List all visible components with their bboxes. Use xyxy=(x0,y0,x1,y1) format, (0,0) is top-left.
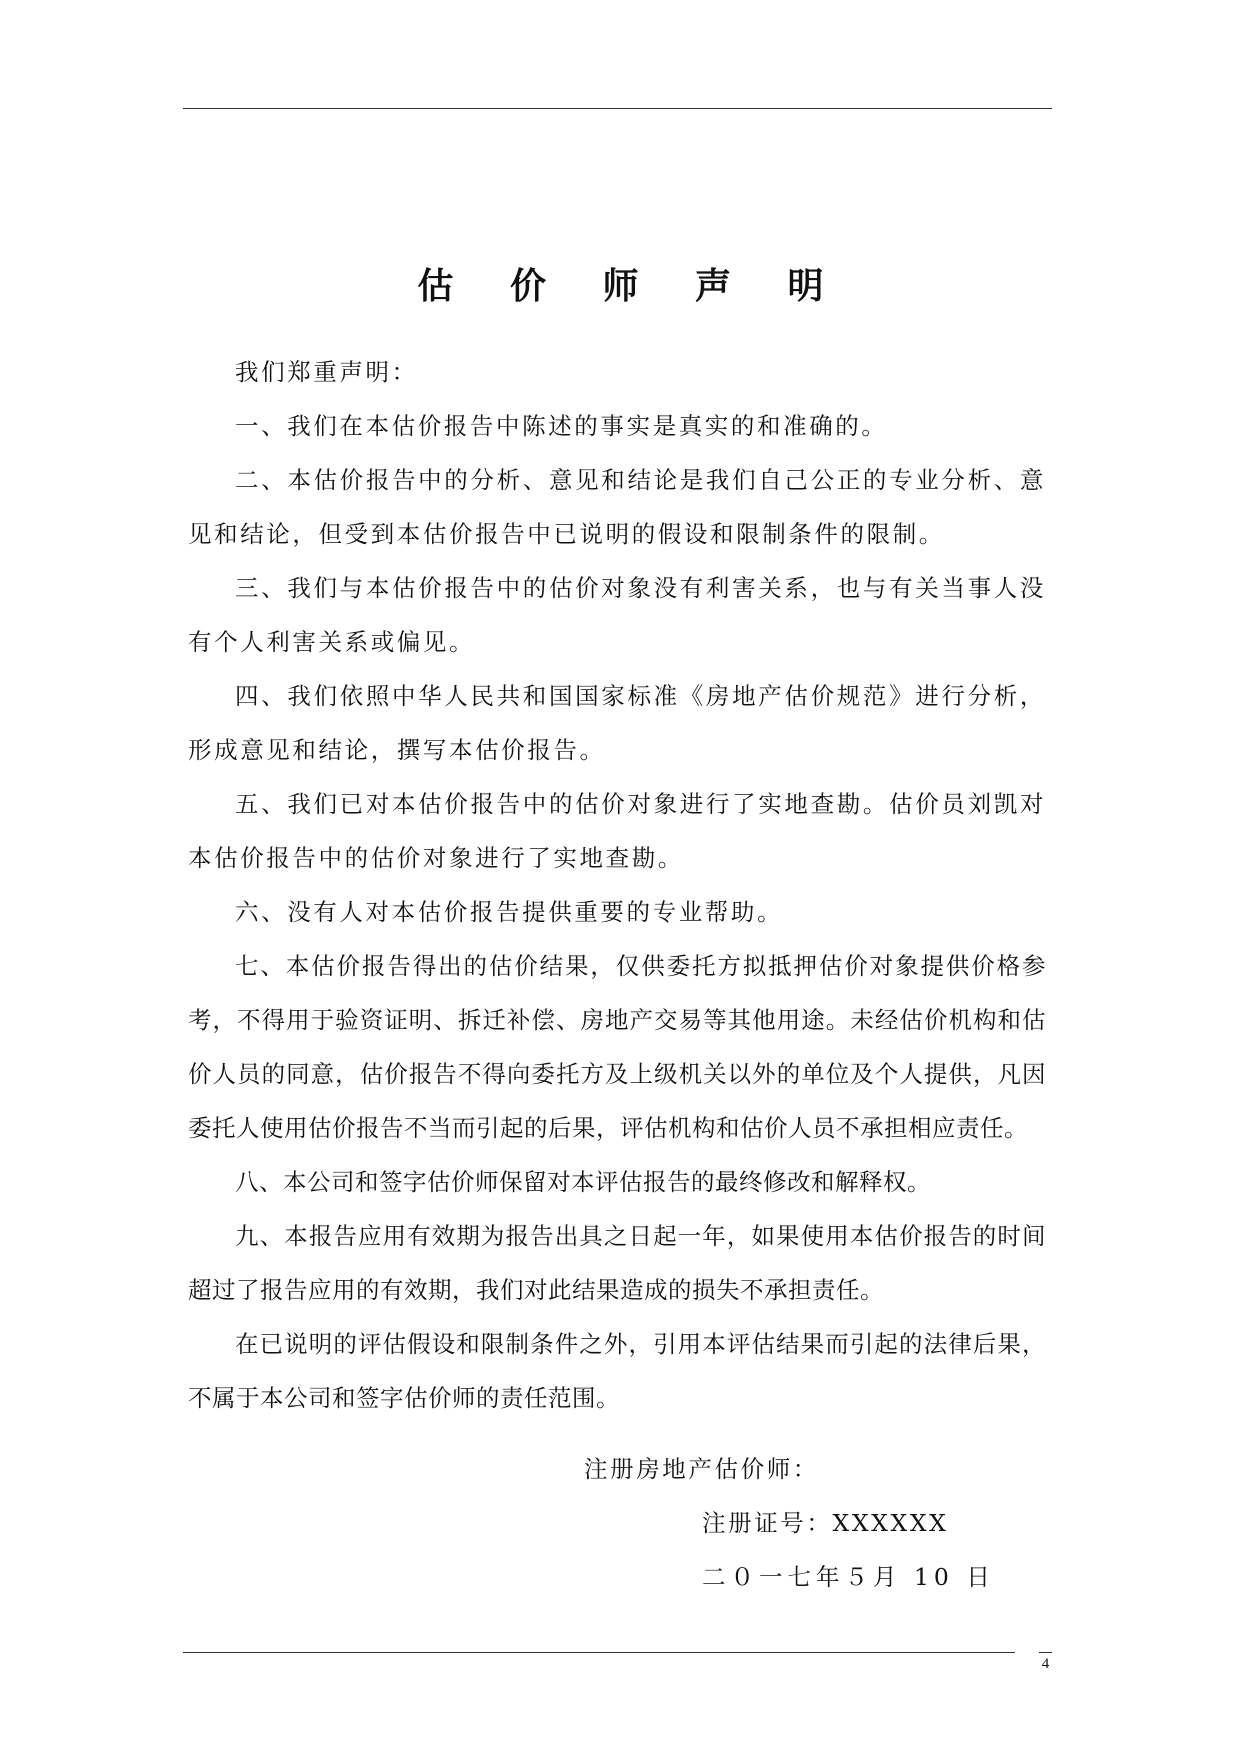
footer-rule xyxy=(183,1652,1015,1653)
declaration-item-4: 四、我们依照中华人民共和国国家标准《房地产估价规范》进行分析，形成意见和结论，撰写本估价报告。 xyxy=(188,682,1046,764)
declaration-item-3: 三、我们与本估价报告中的估价对象没有利害关系，也与有关当事人没有个人利害关系或偏见。 xyxy=(188,574,1046,656)
page-number-rule xyxy=(1039,1652,1052,1653)
declaration-item-8: 八、本公司和签字估价师保留对本评估报告的最终修改和解释权。 xyxy=(235,1168,931,1196)
declaration-intro: 我们郑重声明： xyxy=(235,358,418,386)
page-number: 4 xyxy=(1041,1656,1050,1672)
declaration-item-2: 二、本估价报告中的分析、意见和结论是我们自己公正的专业分析、意见和结论，但受到本估价报告中已说明的假设和限制条件的限制。 xyxy=(188,466,1046,548)
declaration-body xyxy=(188,345,1046,1425)
signature-title: 注册房地产估价师： xyxy=(584,1455,819,1483)
registration-number: 注册证号：XXXXXX xyxy=(702,1509,949,1537)
declaration-item-5: 五、我们已对本估价报告中的估价对象进行了实地查勘。估价员刘凯对本估价报告中的估价对象进行了实地查勘。 xyxy=(188,790,1046,872)
signature-date: 二０一七年５月 10 日 xyxy=(702,1563,995,1591)
declaration-item-9: 九、本报告应用有效期为报告出具之日起一年，如果使用本估价报告的时间超过了报告应用的有效期，我们对此结果造成的损失不承担责任。 xyxy=(188,1222,1046,1304)
declaration-item-7: 七、本估价报告得出的估价结果，仅供委托方拟抵押估价对象提供价格参考，不得用于验资证明、拆迁补偿、房地产交易等其他用途。未经估价机构和估价人员的同意，估价报告不得向委托方及上级机关以外的单位及个人提供，凡因委托人使用估价报告不当而引起的后果，评估机构和估价人员不承担相应责任。 xyxy=(188,952,1046,1142)
declaration-closing: 在已说明的评估假设和限制条件之外，引用本评估结果而引起的法律后果，不属于本公司和签字估价师的责任范围。 xyxy=(188,1330,1046,1412)
declaration-item-1: 一、我们在本估价报告中陈述的事实是真实的和准确的。 xyxy=(235,412,888,440)
page-title: 估 价 师 声 明 xyxy=(417,266,846,307)
declaration-item-6: 六、没有人对本估价报告提供重要的专业帮助。 xyxy=(235,898,784,926)
header-rule xyxy=(183,108,1052,109)
